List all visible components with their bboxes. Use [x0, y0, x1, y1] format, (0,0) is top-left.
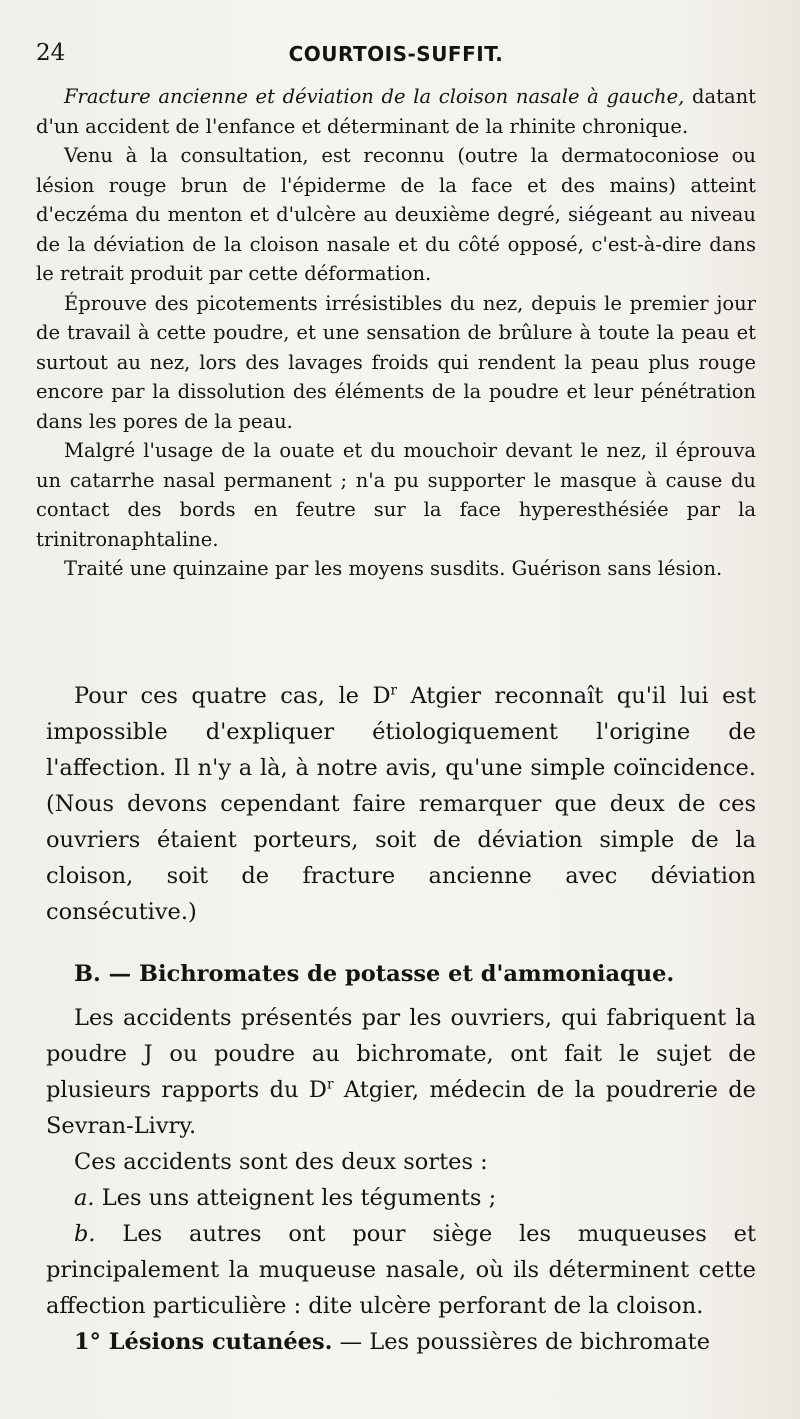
case-symptoms-paragraph: Éprouve des picotements irrésistibles du nez, depuis le premier jour de travail à cette poudre, et une sensation de brûlure à toute la peau et surtout au nez, lors des lavages froids qui rendent la peau plus rouge encore par la dissolution des éléments de la poudre et leur pénétration dans les pores de la peau.: [36, 291, 756, 433]
case-diagnosis: [36, 82, 756, 141]
cutaneous-lesions-text: — Les poussières de bichromate: [332, 1329, 711, 1355]
doctor-abbrev-sup: r: [390, 682, 397, 699]
case-report: [36, 82, 756, 584]
list-item-b-letter: b.: [74, 1221, 96, 1247]
conclusion-text-rest: Atgier reconnaît qu'il lui est impossible d'expliquer étiologiquement l'origine de l'affection. Il n'y a là, à notre avis, qu'une simple coïncidence. (Nous devons cependant faire remarquer que deux de ces ouvriers étaient porteurs, soit de déviation simple de la cloison, soit de fracture ancienne avec déviation consécutive.): [46, 683, 756, 925]
case-consultation-paragraph: Venu à la consultation, est reconnu (outre la dermatoconiose ou lésion rouge brun de l'épiderme de la face et des mains) atteint d'eczéma du menton et d'ulcère au deuxième degré, siégeant au niveau de la déviation de la cloison nasale et du côté opposé, c'est-à-dire dans le retrait produit par cette déformation.: [36, 144, 756, 285]
section-b-intro-rest: Atgier, médecin de la poudrerie de Sevran-Livry.: [46, 1077, 757, 1139]
list-item-a-text: Les uns atteignent les téguments ;: [94, 1185, 497, 1211]
list-item-b: [46, 1216, 756, 1324]
section-b-body: [46, 1000, 756, 1360]
conclusion-text-start: Pour ces quatre cas, le D: [74, 683, 391, 709]
conclusion-paragraph: [46, 678, 756, 930]
case-catarrh-paragraph: Malgré l'usage de la ouate et du mouchoir devant le nez, il éprouva un catarrhe nasal permanent ; n'a pu supporter le masque à cause du contact des bords en feutre sur la face hyperesthésiée par la trinitronaphtaline.: [36, 439, 756, 551]
case-diagnosis-italic: Fracture ancienne et déviation de la cloison nasale à gauche,: [64, 85, 685, 108]
list-item-a-letter: a.: [74, 1185, 95, 1211]
section-b-types-paragraph: Ces accidents sont des deux sortes :: [74, 1149, 488, 1175]
section-b-intro-paragraph: [46, 1000, 756, 1144]
doctor-abbrev-sup-2: r: [326, 1076, 334, 1093]
page-header: [36, 40, 756, 80]
case-treatment-paragraph: Traité une quinzaine par les moyens susdits. Guérison sans lésion.: [64, 557, 723, 580]
case-diagnosis-rest: datant d'un accident de l'enfance et déterminant de la rhinite chronique.: [36, 85, 756, 138]
section-heading: B. — Bichromates de potasse et d'ammoniaque.: [74, 961, 675, 987]
page-number: 24: [36, 40, 66, 66]
cutaneous-lesions-paragraph: [46, 1324, 756, 1360]
list-item-b-text: Les autres ont pour siège les muqueuses et principalement la muqueuse nasale, où ils déterminent cette affection particulière : dite ulcère perforant de la cloison.: [46, 1221, 756, 1319]
list-item-a: [46, 1180, 756, 1216]
cutaneous-lesions-label: 1° Lésions cutanées.: [74, 1329, 333, 1355]
section-b-intro-start: Les accidents présentés par les ouvriers, qui fabriquent la poudre J ou poudre au bichromate, ont fait le sujet de plusieurs rapports du D: [46, 1005, 756, 1103]
running-title: COURTOIS-SUFFIT.: [288, 42, 504, 66]
conclusion: [46, 678, 756, 930]
